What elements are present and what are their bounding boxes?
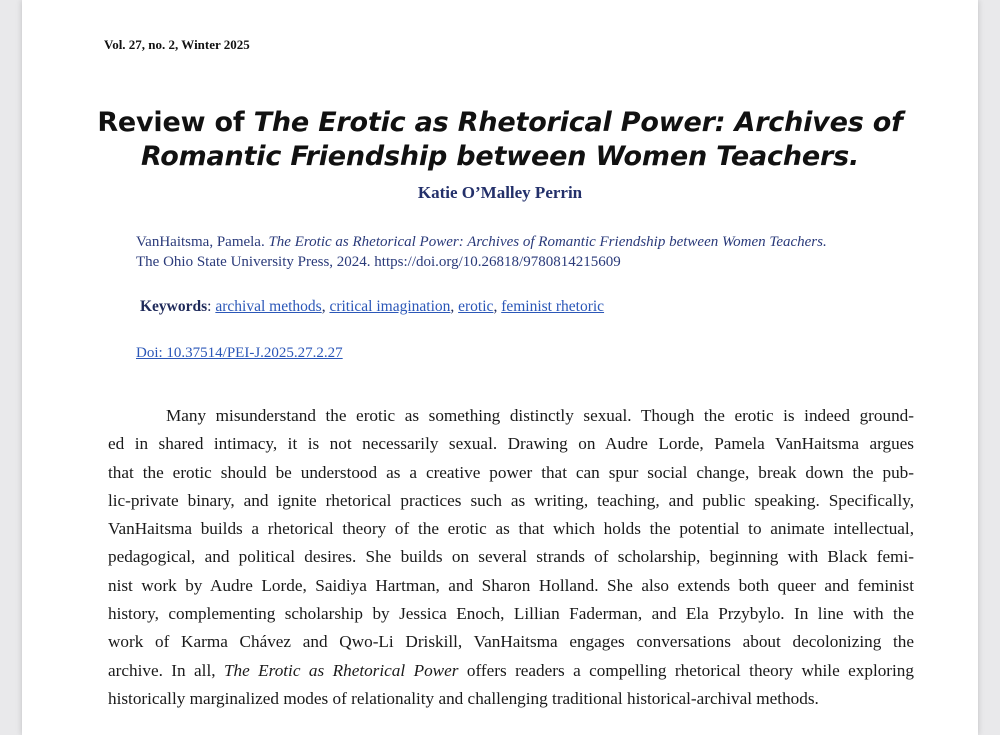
keyword-separator: ,	[493, 298, 502, 315]
body-line: ed in shared intimacy, it is not necessarily sexual. Drawing on Audre Lorde, Pamela VanHaitsma argues	[108, 434, 914, 454]
author-name: Katie O’Malley Perrin	[417, 183, 583, 202]
body-line: historically marginalized modes of relationality and challenging traditional historical-archival methods.	[108, 688, 819, 708]
body-line-10	[108, 657, 914, 685]
citation-publisher: The Ohio State University Press, 2024. https://doi.org/10.26818/9780814215609	[136, 254, 621, 270]
citation-author: VanHaitsma, Pamela.	[136, 234, 269, 250]
body-line: nist work by Audre Lorde, Saidiya Hartman, and Sharon Holland. She also extends both queer and feminist	[108, 575, 914, 595]
body-line: that the erotic should be understood as a creative power that can spur social change, break down the pub-	[108, 462, 914, 482]
keyword-link-critical-imagination[interactable]: critical imagination	[329, 298, 451, 315]
title-line-1	[62, 106, 938, 140]
title-book-italic-1: The Erotic as Rhetorical Power: Archives of	[253, 107, 903, 138]
article-title	[62, 106, 938, 174]
citation-line-1	[136, 232, 926, 252]
body-line: work of Karma Chávez and Qwo-Li Driskill, VanHaitsma engages conversations about decolonizing the	[108, 632, 914, 652]
keywords-colon: :	[207, 298, 216, 315]
body-line: Many misunderstand the erotic as something distinctly sexual. Though the erotic is indeed ground-	[166, 406, 914, 425]
title-book-italic-2: Romantic Friendship between Women Teachers.	[140, 141, 860, 172]
book-citation	[136, 232, 926, 272]
doi-row	[136, 345, 343, 362]
doi-link[interactable]: Doi: 10.37514/PEI-J.2025.27.2.27	[136, 345, 343, 361]
body-line: VanHaitsma builds a rhetorical theory of the erotic as that which holds the potential to animate intellectual,	[108, 519, 914, 539]
issue-info: Vol. 27, no. 2, Winter 2025	[104, 37, 250, 52]
body-paragraph	[108, 402, 914, 713]
keyword-link-archival-methods[interactable]: archival methods	[215, 298, 322, 315]
body-book-title-italic: The Erotic as Rhetorical Power	[223, 660, 459, 680]
document-page	[22, 0, 978, 735]
body-text: offers readers a compelling rhetorical theory while exploring	[458, 660, 914, 680]
body-text: archive. In all,	[108, 660, 224, 680]
keyword-separator: ,	[450, 298, 459, 315]
keyword-link-erotic[interactable]: erotic	[458, 298, 494, 315]
keywords-label: Keywords	[140, 298, 208, 315]
body-line: history, complementing scholarship by Jessica Enoch, Lillian Faderman, and Ela Przybylo. In line with the	[108, 604, 914, 624]
keywords-row	[140, 298, 604, 316]
title-line-2	[62, 140, 938, 174]
keyword-separator: ,	[321, 298, 330, 315]
body-line: lic-private binary, and ignite rhetorical practices such as writing, teaching, and public speaking. Specifically,	[108, 490, 914, 510]
keyword-link-feminist-rhetoric[interactable]: feminist rhetoric	[501, 298, 605, 315]
citation-book-title: The Erotic as Rhetorical Power: Archives of Romantic Friendship between Women Teachers.	[268, 234, 827, 250]
body-line: pedagogical, and political desires. She builds on several strands of scholarship, beginning with Black femi-	[108, 547, 914, 567]
title-prefix: Review of	[97, 107, 254, 138]
